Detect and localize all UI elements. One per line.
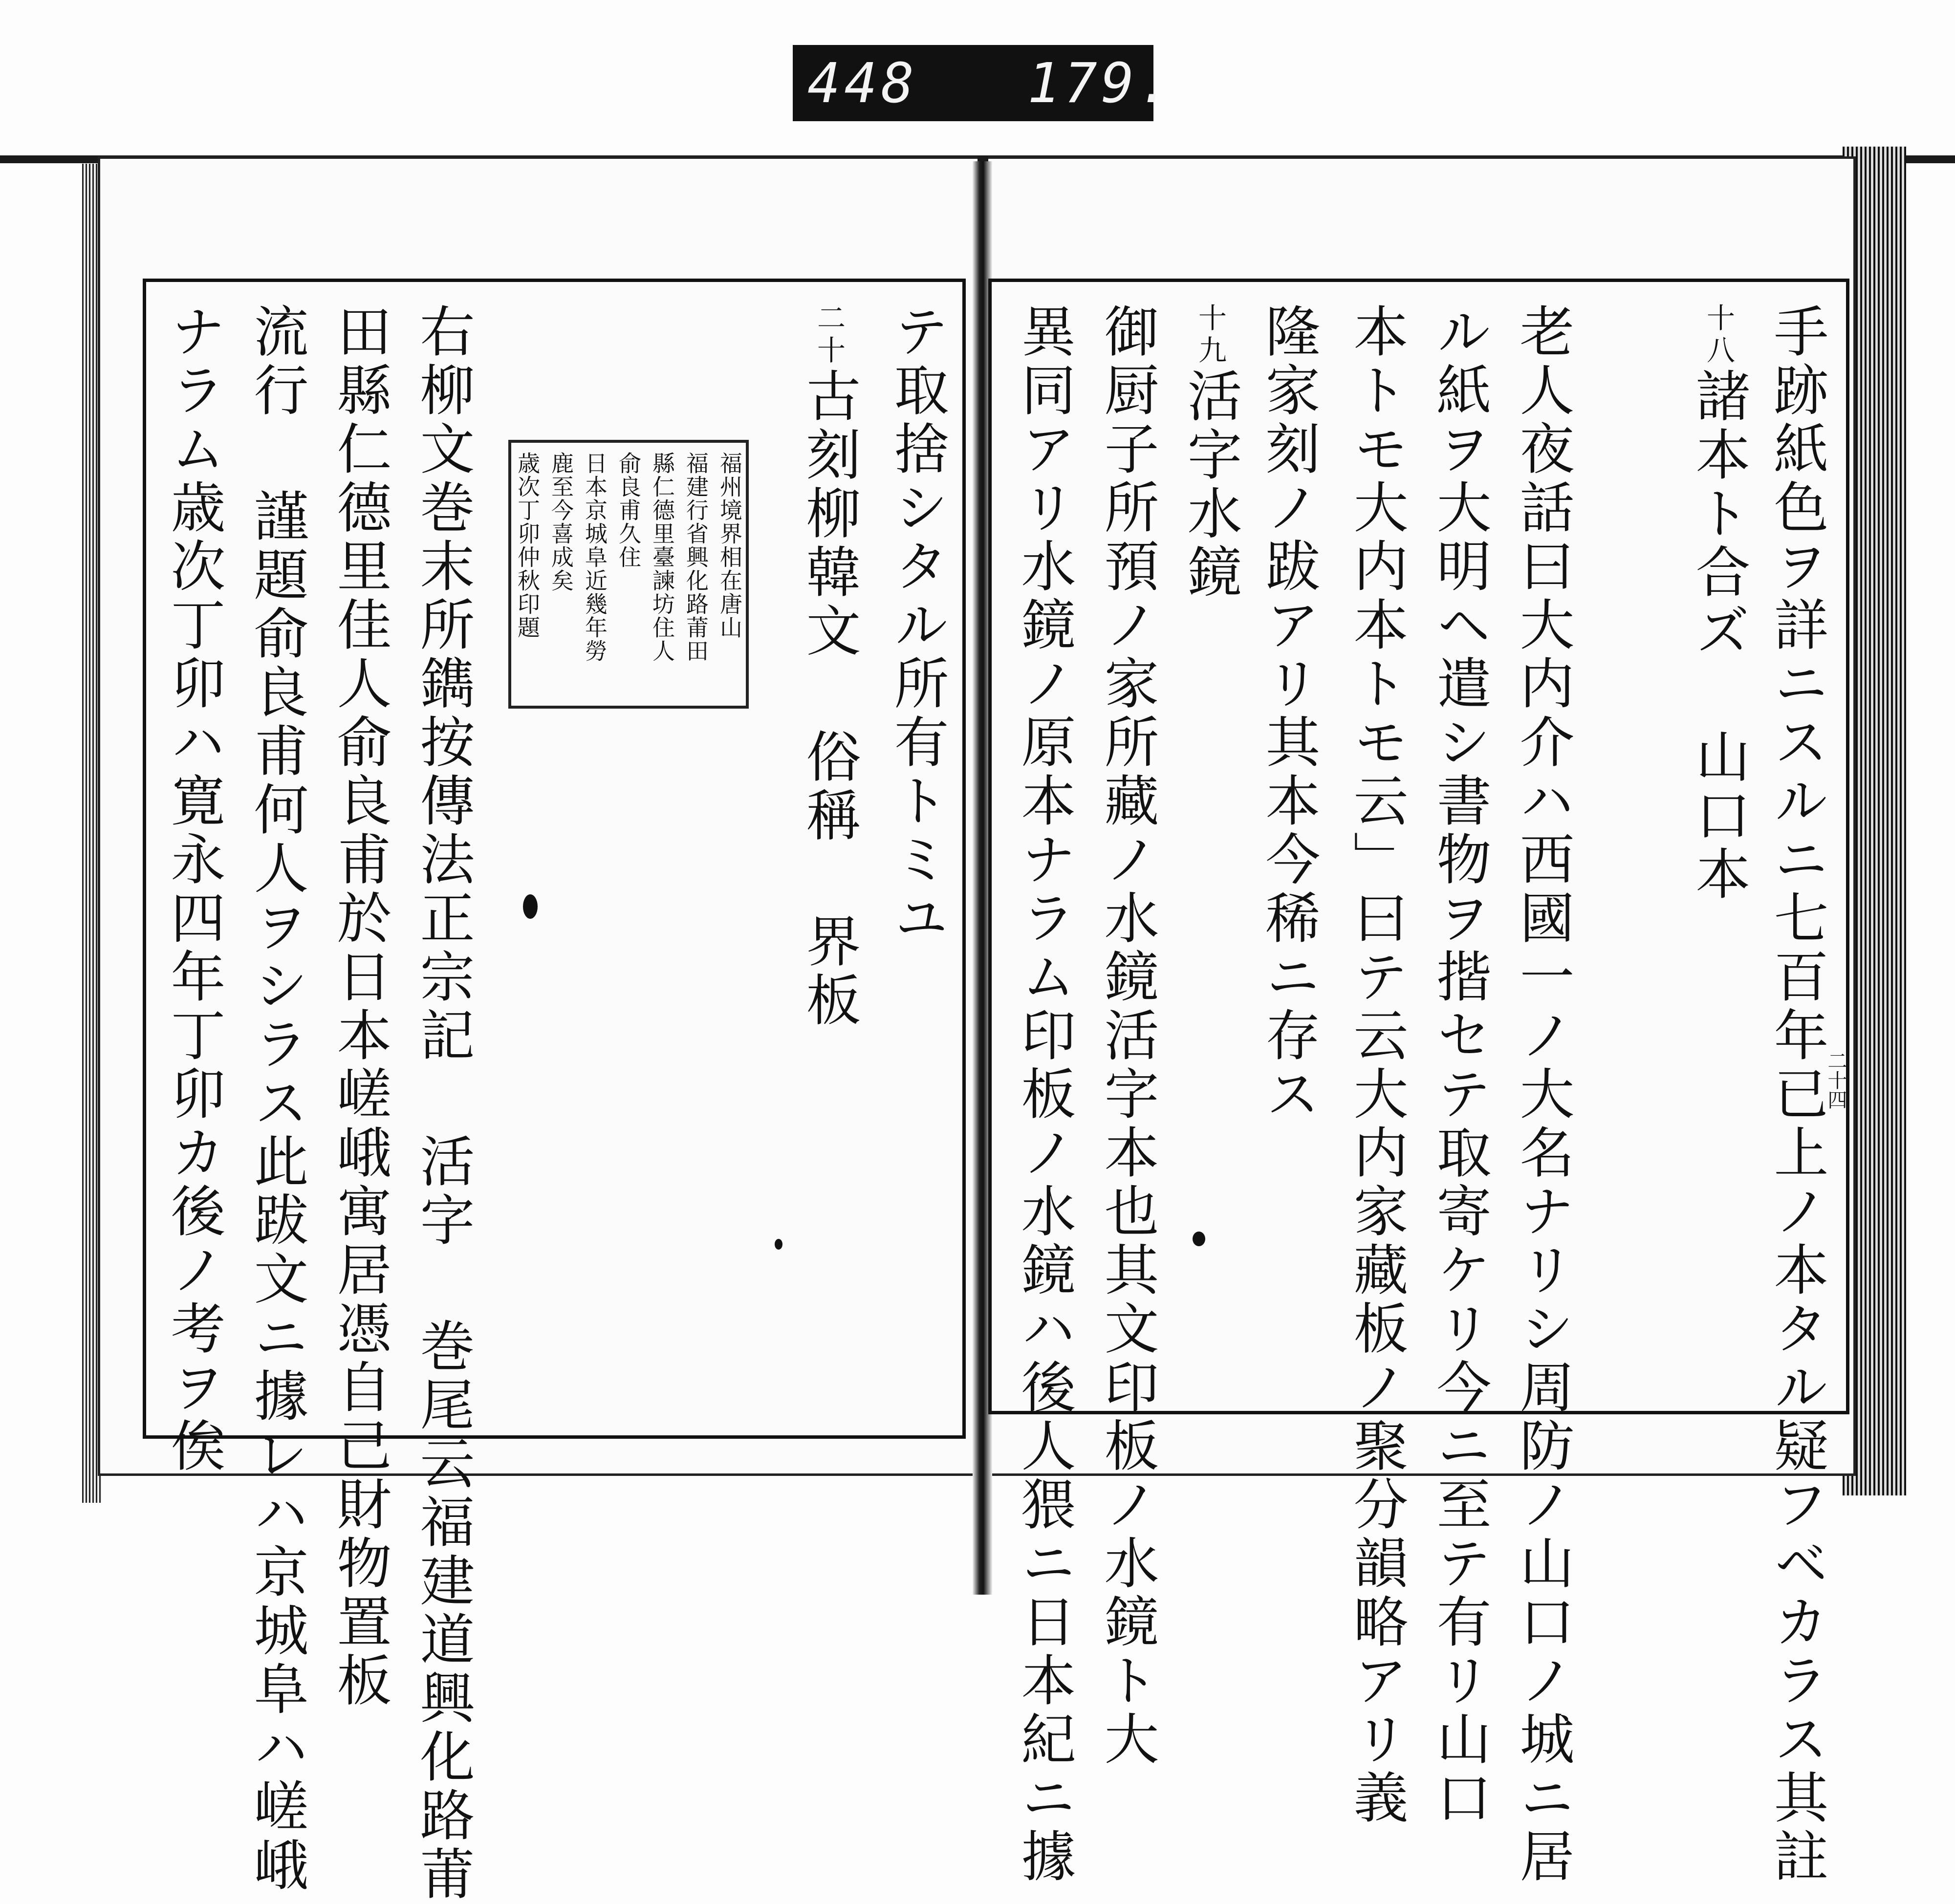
right-col-4: ル紙ヲ大明ヘ遣シ書物ヲ揩セテ取寄ケリ今ニ至テ有リ山口 [1428,303,1491,1828]
ink-blot [1193,1232,1205,1246]
left-col-5: 流行 謹題俞良甫何人ヲシラス此跋文ニ據レハ京城阜ハ嵯峨 [245,303,308,1895]
colophon-line: 日本京城阜近幾年勞 [582,452,608,663]
entry-number: 十九 [1194,303,1227,368]
colophon-line: 縣仁德里臺諫坊住人 [649,452,675,663]
right-col-7: 十九活字水鏡 [1178,303,1242,602]
left-col-3: 右柳文巻末所鐫按傳法正宗記 活字 巻尾云福建道興化路莆 [411,303,475,1904]
catalog-number-label [793,45,1175,121]
left-col-2: 二十古刻柳韓文 俗稱 界板 [797,303,861,1030]
right-col-8: 御厨子所預ノ家所藏ノ水鏡活字本也其文印板ノ水鏡ト大 [1095,303,1159,1769]
right-col-6: 隆家刻ノ跋アリ其本今稀ニ存ス [1257,303,1320,1124]
ink-blot [775,1239,782,1250]
colophon-line: 鹿至今喜成矣 [548,452,574,592]
entry-number: 二十 [812,303,846,368]
right-col-2: 十八諸本ト合ズ 山口本 [1687,303,1750,904]
left-col-4: 田縣仁德里佳人俞良甫於日本嵯峨寓居憑自己財物置板 [328,303,391,1710]
left-col-1: テ取捨シタル所有トミユ [885,303,949,948]
catalog-number-right: 179. [1027,52,1175,115]
left-col-6: ナラム歳次丁卯ハ寛永四年丁卯カ後ノ考ヲ俟 [162,303,225,1476]
right-col-1: 手跡紙色ヲ詳ニスルニ七百年已上ノ本タル疑フベカラス其註 [1765,303,1828,1886]
entry-number: 十八 [1702,303,1735,368]
right-col-3: 老人夜話曰大内介ハ西國一ノ大名ナリシ周防ノ山口ノ城ニ居 [1511,303,1574,1886]
colophon-line: 歳次丁卯仲秋印題 [514,452,541,639]
colophon-line: 福建行省興化路莆田 [683,452,709,663]
catalog-number-left: 448 [807,52,918,115]
right-col-5: 本トモ大内本トモ云」曰テ云大内家藏板ノ聚分韻略アリ義 [1345,303,1408,1828]
ink-blot [523,894,538,919]
page-folio: 二十四 [1825,1051,1847,1109]
colophon-line: 福州境界相在唐山 [717,452,743,639]
colophon-line: 俞良甫久住 [615,452,642,569]
right-col-9: 異同アリ水鏡ノ原本ナラム印板ノ水鏡ハ後人猥ニ日本紀ニ據 [1012,303,1076,1886]
colophon-box [508,440,749,709]
